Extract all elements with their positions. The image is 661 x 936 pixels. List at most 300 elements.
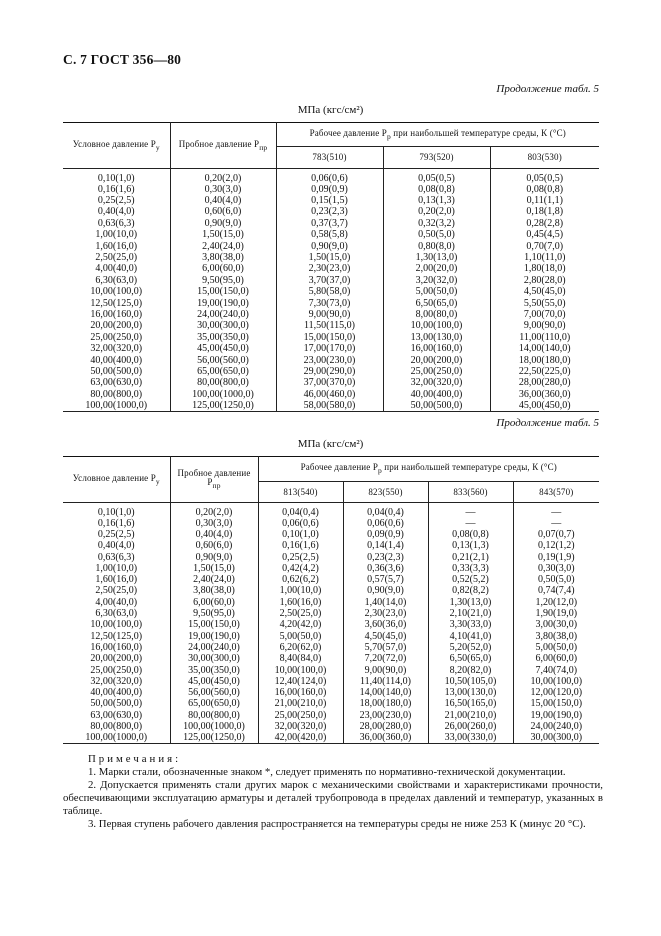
table-row [63,699,599,710]
table-cell: 12,40(124,0) [258,676,343,687]
table-cell: 0,45(4,5) [490,230,599,241]
header-working-pressure: Рабочее давление $P_р$ при наибольшей температуре среды, К (°С) [258,457,599,482]
table-cell: 20,00(200,0) [383,355,490,366]
table-row [63,642,599,653]
table-row [63,687,599,698]
table-cell: 0,05(0,5) [383,169,490,185]
table-cell: 6,50(65,0) [383,298,490,309]
table-cell: 0,08(0,8) [383,184,490,195]
table-cell: 5,00(50,0) [383,287,490,298]
table-cell: 25,00(250,0) [63,665,170,676]
table-row [63,321,599,332]
unit-caption: МПа (кгс/см²) [297,438,364,450]
table-cell: 16,00(160,0) [63,309,170,320]
header-temperature: 783(510) [276,147,383,169]
table-cell: 21,00(210,0) [428,710,513,721]
table-row [63,309,599,320]
table-row [63,378,599,389]
header-conditional-pressure: Условное давление $P_у$ [63,123,170,169]
table-cell: 0,06(0,6) [343,518,428,529]
table-row [63,676,599,687]
table-cell: 19,00(190,0) [513,710,599,721]
pressure-table-2 [63,456,599,744]
table-cell: 0,52(5,2) [428,574,513,585]
table-cell: 100,00(1000,0) [63,400,170,411]
table-cell: 22,50(225,0) [490,366,599,377]
table-row [63,241,599,252]
table-cell: 50,00(500,0) [383,400,490,411]
table-row [63,529,599,540]
table-cell: 2,00(20,0) [383,264,490,275]
pressure-table-1 [63,122,599,412]
table-cell: 20,00(200,0) [63,321,170,332]
table-row [63,169,599,185]
table-cell: 0,32(3,2) [383,218,490,229]
table-cell: 12,50(125,0) [63,631,170,642]
table-cell: 10,00(100,0) [258,665,343,676]
table-cell: 36,00(360,0) [343,733,428,744]
table-cell: 32,00(320,0) [63,676,170,687]
table-cell: 6,20(62,0) [258,642,343,653]
table-cell: 1,90(19,0) [513,608,599,619]
table-cell: 3,70(37,0) [276,275,383,286]
table-row [63,552,599,563]
table-cell: 0,20(2,0) [170,503,258,519]
table-cell: 0,11(1,1) [490,195,599,206]
table-cell: 9,00(90,0) [490,321,599,332]
table-cell: 0,90(9,0) [170,218,276,229]
table-cell: 0,63(6,3) [63,552,170,563]
notes-section [63,753,603,831]
table-cell: 80,00(800,0) [170,710,258,721]
table-row [63,631,599,642]
table-cell: 0,50(5,0) [513,574,599,585]
table-cell: — [428,518,513,529]
table-cell: 0,25(2,5) [258,552,343,563]
table-cell: 18,00(180,0) [343,699,428,710]
table-cell: 80,00(800,0) [63,721,170,732]
header-test-pressure: Пробное давление $P_{пр}$ [170,123,276,169]
table-cell: 6,00(60,0) [170,597,258,608]
table-cell: 1,00(10,0) [258,586,343,597]
table-cell: 25,00(250,0) [258,710,343,721]
table-cell: 0,13(1,3) [428,541,513,552]
table-cell: 5,70(57,0) [343,642,428,653]
table-cell: 1,60(16,0) [258,597,343,608]
table-cell: 8,40(84,0) [258,654,343,665]
table-cell: 0,06(0,6) [276,169,383,185]
table-cell: 29,00(290,0) [276,366,383,377]
table-cell: 5,50(55,0) [490,298,599,309]
table-cell: 3,00(30,0) [513,620,599,631]
table-cell: 6,00(60,0) [513,654,599,665]
table-cell: 6,30(63,0) [63,608,170,619]
table-cell: 2,50(25,0) [63,252,170,263]
table-body [63,169,599,412]
table-cell: 3,80(38,0) [513,631,599,642]
table-cell: 0,40(4,0) [63,541,170,552]
table-cell: 0,57(5,7) [343,574,428,585]
header-conditional-pressure: Условное давление $P_у$ [63,457,170,503]
table-cell: 15,00(150,0) [170,287,276,298]
table-cell: 40,00(400,0) [63,355,170,366]
table-cell: 1,50(15,0) [170,563,258,574]
header-test-pressure: Пробное давление $P_{пр}$ [170,457,258,503]
table-cell: 2,30(23,0) [343,608,428,619]
table-cell: 42,00(420,0) [258,733,343,744]
table-cell: — [428,503,513,519]
table-cell: 0,25(2,5) [63,529,170,540]
table-cell: 6,00(60,0) [170,264,276,275]
table-cell: 16,50(165,0) [428,699,513,710]
table-cell: 0,82(8,2) [428,586,513,597]
table-cell: 56,00(560,0) [170,687,258,698]
table-cell: 13,00(130,0) [428,687,513,698]
table-cell: 0,19(1,9) [513,552,599,563]
table-cell: 0,13(1,3) [383,195,490,206]
table-cell: — [513,503,599,519]
table-cell: 0,14(1,4) [343,541,428,552]
table-cell: 1,60(16,0) [63,241,170,252]
table-cell: 19,00(190,0) [170,631,258,642]
table-cell: 11,50(115,0) [276,321,383,332]
table-continuation-label: Продолжение табл. 5 [496,417,599,429]
table-cell: 0,40(4,0) [170,529,258,540]
table-cell: 125,00(1250,0) [170,733,258,744]
table-cell: 63,00(630,0) [63,710,170,721]
table-cell: 40,00(400,0) [63,687,170,698]
table-cell: 65,00(650,0) [170,699,258,710]
table-cell: 5,80(58,0) [276,287,383,298]
table-row [63,230,599,241]
header-temperature: 833(560) [428,482,513,503]
table-row [63,586,599,597]
table-cell: 30,00(300,0) [170,321,276,332]
table-cell: 0,70(7,0) [490,241,599,252]
table-row [63,518,599,529]
table-cell: 14,00(140,0) [490,343,599,354]
table-cell: 45,00(450,0) [170,676,258,687]
unit-caption: МПа (кгс/см²) [297,104,364,116]
table-cell: 6,30(63,0) [63,275,170,286]
table-cell: 21,00(210,0) [258,699,343,710]
header-temperature: 803(530) [490,147,599,169]
table-cell: 13,00(130,0) [383,332,490,343]
table-cell: 24,00(240,0) [513,721,599,732]
table-cell: 0,37(3,7) [276,218,383,229]
table-cell: 1,00(10,0) [63,230,170,241]
table-cell: 20,00(200,0) [63,654,170,665]
table-cell: 4,20(42,0) [258,620,343,631]
table-row [63,355,599,366]
table-cell: 0,90(9,0) [343,586,428,597]
table-cell: 0,28(2,8) [490,218,599,229]
table-cell: 0,42(4,2) [258,563,343,574]
table-cell: 1,50(15,0) [276,252,383,263]
table-row [63,287,599,298]
table-row [63,541,599,552]
table-cell: 0,07(0,7) [513,529,599,540]
table-cell: 1,30(13,0) [428,597,513,608]
table-cell: 0,04(0,4) [343,503,428,519]
table-cell: 0,16(1,6) [63,184,170,195]
table-cell: 11,40(114,0) [343,676,428,687]
table-cell: 9,50(95,0) [170,608,258,619]
table-cell: 15,00(150,0) [276,332,383,343]
table-cell: 0,08(0,8) [428,529,513,540]
table-row [63,298,599,309]
table-cell: 1,30(13,0) [383,252,490,263]
table-cell: 5,20(52,0) [428,642,513,653]
table-cell: 2,50(25,0) [258,608,343,619]
table-cell: 0,23(2,3) [343,552,428,563]
table-cell: 16,00(160,0) [258,687,343,698]
table-row [63,574,599,585]
table-cell: 0,60(6,0) [170,541,258,552]
table-cell: 30,00(300,0) [170,654,258,665]
table-cell: 0,04(0,4) [258,503,343,519]
header-working-pressure: Рабочее давление $P_р$ при наибольшей температуре среды, К (°С) [276,123,599,147]
table-cell: 0,30(3,0) [513,563,599,574]
table-cell: 0,15(1,5) [276,195,383,206]
table-cell: 8,00(80,0) [383,309,490,320]
table-cell: 0,20(2,0) [170,169,276,185]
table-cell: 0,10(1,0) [63,169,170,185]
table-cell: 50,00(500,0) [63,366,170,377]
table-cell: 0,30(3,0) [170,184,276,195]
table-cell: 0,09(0,9) [343,529,428,540]
table-cell: 18,00(180,0) [490,355,599,366]
table-cell: 4,00(40,0) [63,597,170,608]
table-cell: 40,00(400,0) [383,389,490,400]
table-cell: 28,00(280,0) [490,378,599,389]
table-cell: 17,00(170,0) [276,343,383,354]
table-cell: 16,00(160,0) [63,642,170,653]
table-cell: 0,58(5,8) [276,230,383,241]
table-cell: 10,00(100,0) [63,287,170,298]
table-cell: 33,00(330,0) [428,733,513,744]
table-cell: 2,40(24,0) [170,574,258,585]
table-row [63,264,599,275]
notes-title: Примечания: [88,753,182,765]
table-cell: 23,00(230,0) [343,710,428,721]
table-cell: 0,20(2,0) [383,207,490,218]
table-cell: 0,25(2,5) [63,195,170,206]
table-cell: 0,12(1,2) [513,541,599,552]
table-cell: 3,80(38,0) [170,586,258,597]
table-cell: 9,00(90,0) [276,309,383,320]
table-cell: 1,20(12,0) [513,597,599,608]
note-item: 3. Первая ступень рабочего давления распространяется на температуры среды не ниже 253 К (минус 20 °С). [88,818,586,830]
table-row [63,252,599,263]
table-row [63,275,599,286]
table-cell: 0,80(8,0) [383,241,490,252]
table-cell: 1,80(18,0) [490,264,599,275]
table-cell: 19,00(190,0) [170,298,276,309]
table-cell: 0,09(0,9) [276,184,383,195]
table-cell: 0,30(3,0) [170,518,258,529]
table-cell: 35,00(350,0) [170,332,276,343]
table-cell: 32,00(320,0) [258,721,343,732]
table-row [63,400,599,411]
table-body [63,503,599,744]
table-cell: 1,10(11,0) [490,252,599,263]
table-cell: 3,30(33,0) [428,620,513,631]
table-cell: 1,50(15,0) [170,230,276,241]
table-cell: 0,05(0,5) [490,169,599,185]
header-temperature: 823(550) [343,482,428,503]
table-cell: 28,00(280,0) [343,721,428,732]
table-cell: 125,00(1250,0) [170,400,276,411]
note-item: 2. Допускается применять стали других марок с механическими свойствами и характеристиками прочности, обеспечивающими эксплуатацию арматуры и деталей трубопровода в пределах давлений и температур, указанных в таблице. [63,779,603,817]
table-cell: 2,50(25,0) [63,586,170,597]
table-cell: 5,00(50,0) [513,642,599,653]
header-temperature: 843(570) [513,482,599,503]
table-cell: 0,16(1,6) [258,541,343,552]
header-temperature: 813(540) [258,482,343,503]
table-cell: 0,23(2,3) [276,207,383,218]
table-cell: 0,50(5,0) [383,230,490,241]
table-cell: 10,00(100,0) [513,676,599,687]
table-cell: 12,50(125,0) [63,298,170,309]
table-cell: 9,50(95,0) [170,275,276,286]
table-cell: 58,00(580,0) [276,400,383,411]
table-cell: 25,00(250,0) [383,366,490,377]
table-cell: — [513,518,599,529]
table-cell: 0,60(6,0) [170,207,276,218]
table-cell: 100,00(1000,0) [170,721,258,732]
table-cell: 0,74(7,4) [513,586,599,597]
table-row [63,620,599,631]
table-cell: 5,00(50,0) [258,631,343,642]
table-cell: 0,36(3,6) [343,563,428,574]
table-cell: 3,60(36,0) [343,620,428,631]
table-cell: 0,10(1,0) [63,503,170,519]
table-cell: 0,40(4,0) [170,195,276,206]
table-cell: 7,00(70,0) [490,309,599,320]
table-cell: 45,00(450,0) [170,343,276,354]
table-cell: 65,00(650,0) [170,366,276,377]
table-row [63,503,599,519]
table-cell: 14,00(140,0) [343,687,428,698]
table-cell: 2,10(21,0) [428,608,513,619]
table-row [63,195,599,206]
table-cell: 11,00(110,0) [490,332,599,343]
table-cell: 0,06(0,6) [258,518,343,529]
table-cell: 32,00(320,0) [383,378,490,389]
header-temperature: 793(520) [383,147,490,169]
table-cell: 1,60(16,0) [63,574,170,585]
table-continuation-label: Продолжение табл. 5 [496,83,599,95]
table-row [63,389,599,400]
table-cell: 0,21(2,1) [428,552,513,563]
table-cell: 0,18(1,8) [490,207,599,218]
table-cell: 50,00(500,0) [63,699,170,710]
table-row [63,710,599,721]
table-cell: 3,80(38,0) [170,252,276,263]
table-cell: 37,00(370,0) [276,378,383,389]
table-cell: 46,00(460,0) [276,389,383,400]
table-cell: 2,30(23,0) [276,264,383,275]
table-cell: 0,33(3,3) [428,563,513,574]
table-cell: 7,20(72,0) [343,654,428,665]
table-cell: 0,63(6,3) [63,218,170,229]
table-cell: 45,00(450,0) [490,400,599,411]
table-cell: 2,40(24,0) [170,241,276,252]
table-cell: 4,50(45,0) [343,631,428,642]
note-item: 1. Марки стали, обозначенные знаком *, следует применять по нормативно-технической документации. [88,766,566,778]
table-cell: 0,62(6,2) [258,574,343,585]
table-cell: 25,00(250,0) [63,332,170,343]
table-cell: 10,00(100,0) [383,321,490,332]
table-cell: 100,00(1000,0) [170,389,276,400]
table-row [63,733,599,744]
table-cell: 56,00(560,0) [170,355,276,366]
table-cell: 9,00(90,0) [343,665,428,676]
table-cell: 0,90(9,0) [276,241,383,252]
table-cell: 0,40(4,0) [63,207,170,218]
table-cell: 24,00(240,0) [170,309,276,320]
table-cell: 0,16(1,6) [63,518,170,529]
table-cell: 3,20(32,0) [383,275,490,286]
table-row [63,184,599,195]
table-cell: 8,20(82,0) [428,665,513,676]
table-cell: 0,08(0,8) [490,184,599,195]
table-cell: 30,00(300,0) [513,733,599,744]
table-cell: 7,30(73,0) [276,298,383,309]
table-cell: 100,00(1000,0) [63,733,170,744]
table-cell: 16,00(160,0) [383,343,490,354]
table-cell: 15,00(150,0) [170,620,258,631]
table-row [63,366,599,377]
table-cell: 26,00(260,0) [428,721,513,732]
table-row [63,207,599,218]
table-row [63,563,599,574]
page-header: С. 7 ГОСТ 356—80 [63,52,182,67]
table-cell: 35,00(350,0) [170,665,258,676]
table-cell: 7,40(74,0) [513,665,599,676]
table-cell: 10,00(100,0) [63,620,170,631]
table-row [63,597,599,608]
table-cell: 32,00(320,0) [63,343,170,354]
table-cell: 4,50(45,0) [490,287,599,298]
table-cell: 12,00(120,0) [513,687,599,698]
table-cell: 4,10(41,0) [428,631,513,642]
table-cell: 2,80(28,0) [490,275,599,286]
table-row [63,332,599,343]
table-row [63,721,599,732]
table-cell: 80,00(800,0) [170,378,276,389]
table-cell: 23,00(230,0) [276,355,383,366]
table-cell: 1,40(14,0) [343,597,428,608]
table-cell: 36,00(360,0) [490,389,599,400]
table-row [63,343,599,354]
table-row [63,665,599,676]
table-cell: 1,00(10,0) [63,563,170,574]
table-row [63,608,599,619]
table-cell: 15,00(150,0) [513,699,599,710]
table-cell: 0,10(1,0) [258,529,343,540]
table-cell: 0,90(9,0) [170,552,258,563]
table-row [63,654,599,665]
table-cell: 24,00(240,0) [170,642,258,653]
table-cell: 63,00(630,0) [63,378,170,389]
table-cell: 10,50(105,0) [428,676,513,687]
table-cell: 80,00(800,0) [63,389,170,400]
table-cell: 4,00(40,0) [63,264,170,275]
table-cell: 6,50(65,0) [428,654,513,665]
table-row [63,218,599,229]
